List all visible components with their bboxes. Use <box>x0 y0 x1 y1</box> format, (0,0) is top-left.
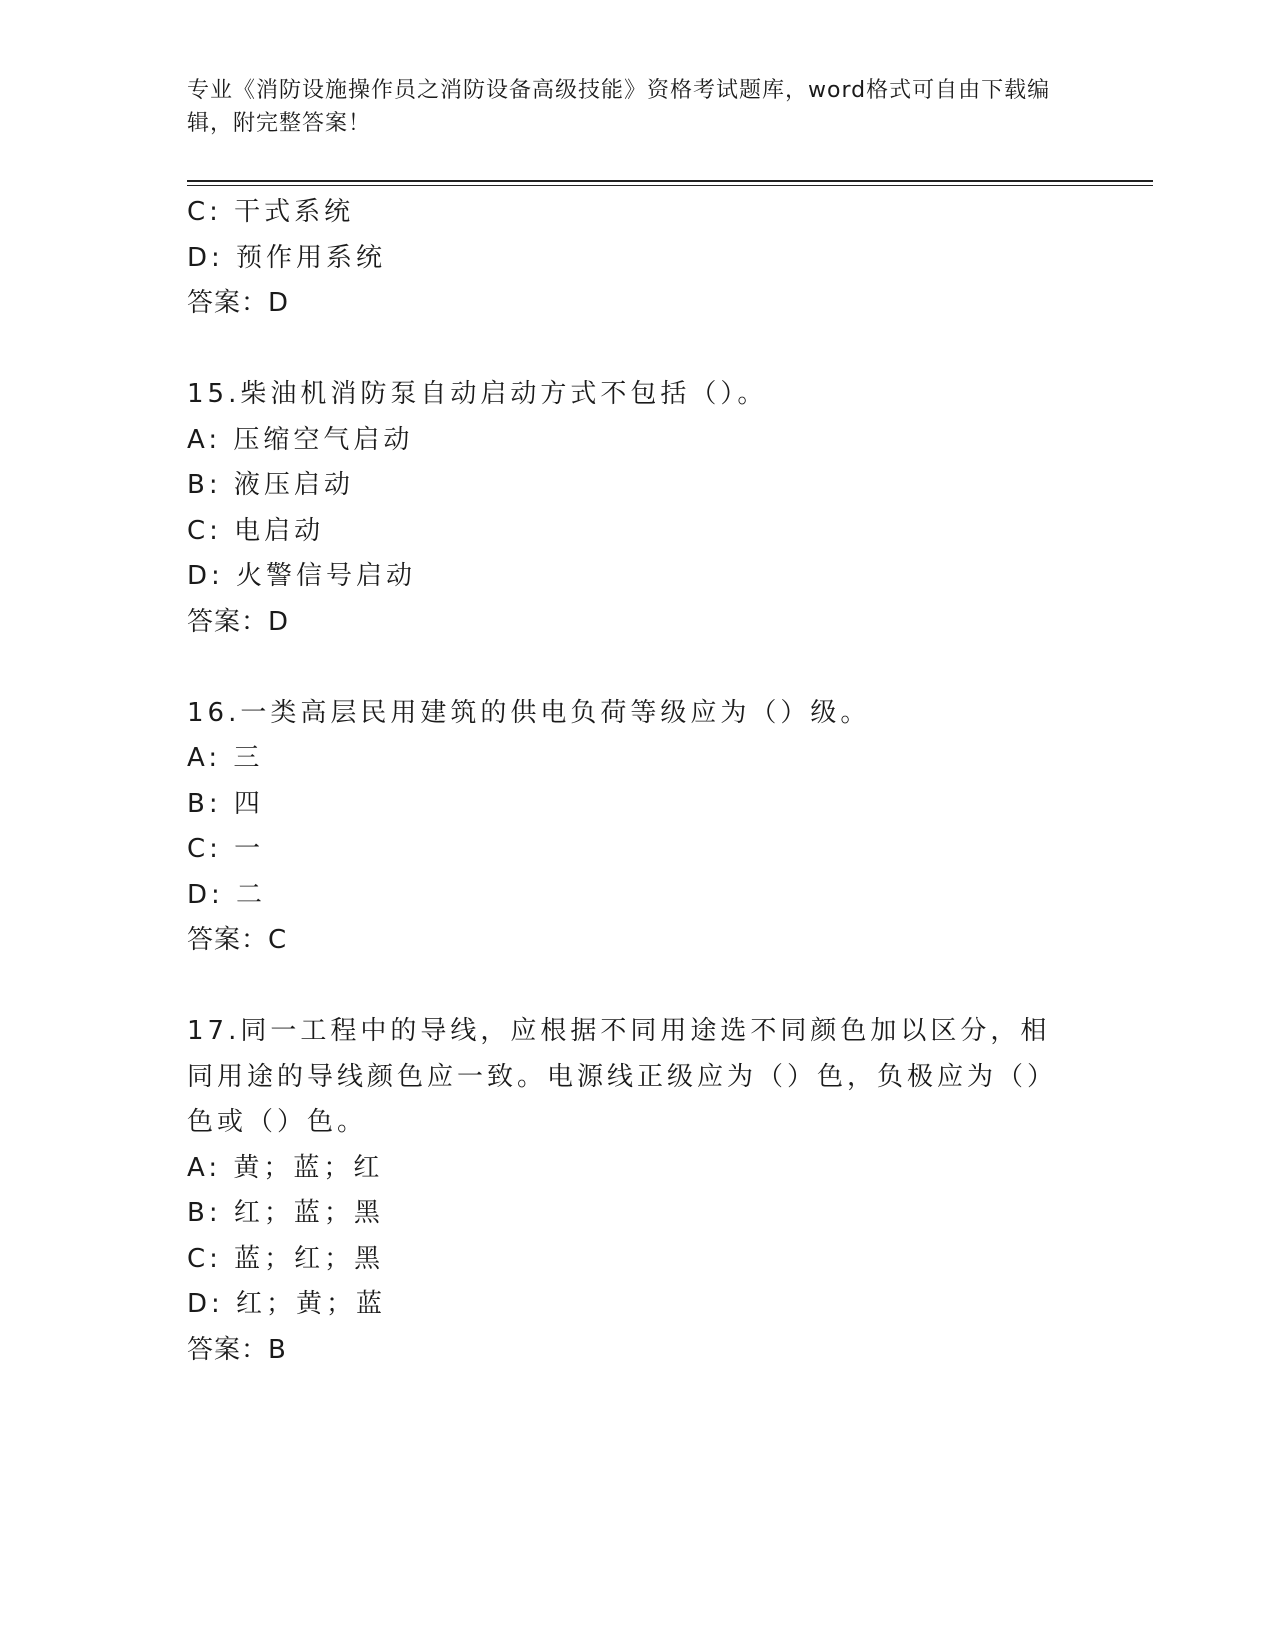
option-b: B: 液压启动 <box>187 470 354 500</box>
option-b: B: 红；蓝；黑 <box>187 1198 384 1228</box>
answer: 答案：C <box>187 925 288 955</box>
answer: 答案：D <box>187 606 290 637</box>
option-b: B: 四 <box>187 788 264 819</box>
option-d: D: 二 <box>187 879 267 910</box>
spacer <box>187 964 1087 1010</box>
answer: 答案：D <box>187 288 290 318</box>
option-d: D: 红；黄；蓝 <box>187 1289 387 1319</box>
spacer <box>187 327 1087 373</box>
answer: 答案：B <box>187 1334 287 1365</box>
option-c: C: 一 <box>187 834 265 864</box>
option-d: D: 火警信号启动 <box>187 561 417 591</box>
question-stem: 16.一类高层民用建筑的供电负荷等级应为（）级。 <box>187 697 871 728</box>
option-a: A: 压缩空气启动 <box>187 424 414 455</box>
option-c: C: 电启动 <box>187 515 325 546</box>
page-header: 专业《消防设施操作员之消防设备高级技能》资格考试题库，word格式可自由下载编辑，附完整答案！ <box>187 78 1051 136</box>
header-rule-thick <box>187 180 1153 182</box>
header-rule-thin <box>187 185 1153 186</box>
question-stem: 17.同一工程中的导线，应根据不同用途选不同颜色加以区分，相同用途的导线颜色应一致。电源线正级应为（）色，负极应为（）色或（）色。 <box>187 1016 1058 1137</box>
option-c: C: 蓝；红；黑 <box>187 1243 385 1274</box>
option-c: C: 干式系统 <box>187 197 355 227</box>
question-content <box>187 190 1087 1373</box>
option-d: D: 预作用系统 <box>187 242 387 273</box>
spacer <box>187 645 1087 691</box>
question-stem: 15.柴油机消防泵自动启动方式不包括（）。 <box>187 379 768 409</box>
option-a: A: 三 <box>187 743 264 773</box>
option-a: A: 黄；蓝；红 <box>187 1152 384 1183</box>
